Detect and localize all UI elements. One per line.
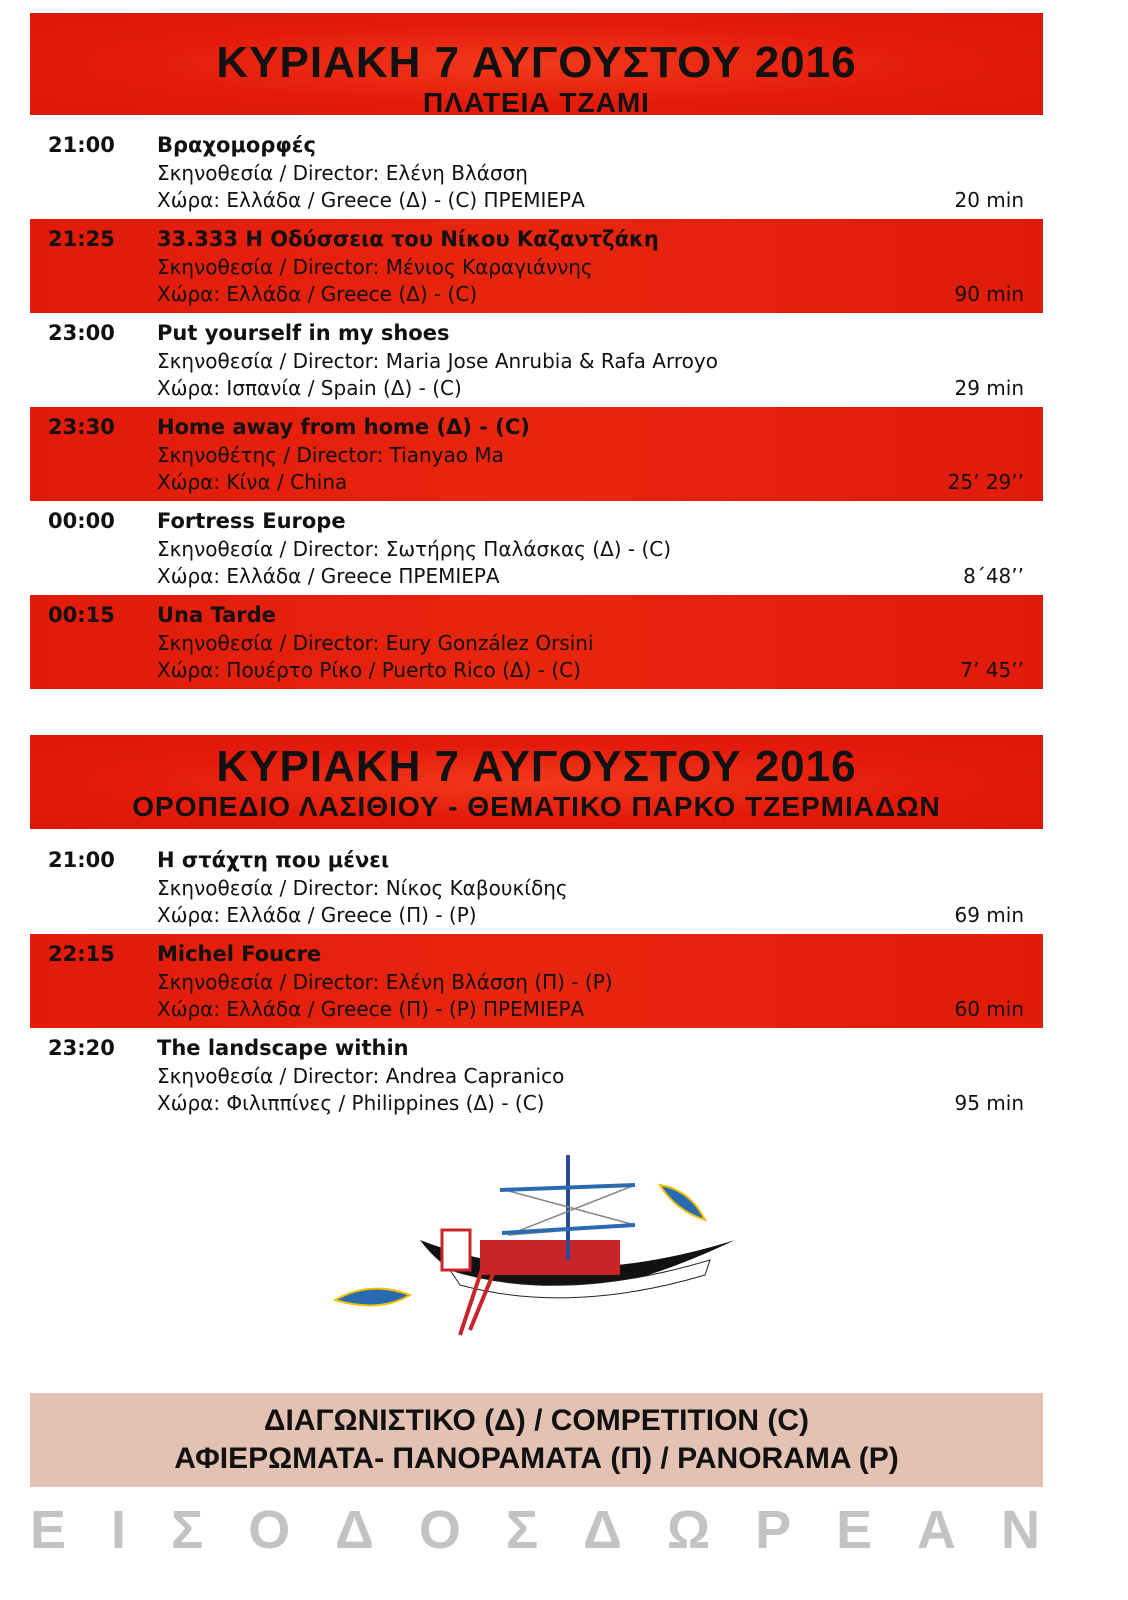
- legend-panorama: ΑΦΙΕΡΩΜΑΤΑ- ΠΑΝΟΡΑΜΑΤΑ (Π) / PANORAMA (P): [174, 1442, 899, 1475]
- screening-duration: 69 min: [954, 903, 1024, 927]
- screening-country: Χώρα: Κίνα / China: [157, 470, 348, 494]
- section2-date: ΚΥΡΙΑΚΗ 7 ΑΥΓΟΥΣΤΟΥ 2016: [216, 742, 857, 791]
- screening-director: Σκηνοθεσία / Director: Ελένη Βλάσση (Π) - (P): [157, 970, 613, 994]
- section1-header: [30, 13, 1043, 118]
- screening-title: Η στάχτη που μένει: [157, 848, 390, 872]
- free-entry-letter: Ε: [30, 1500, 67, 1560]
- screening-time: 23:20: [48, 1036, 115, 1060]
- screening-title: The landscape within: [157, 1036, 409, 1060]
- free-entry-letter: Δ: [583, 1500, 622, 1560]
- section1-venue: ΠΛΑΤΕΙΑ ΤΖΑΜΙ: [423, 87, 650, 118]
- screening-time: 00:15: [48, 603, 115, 627]
- screening-time: 21:25: [48, 227, 115, 251]
- screening-country: Χώρα: Ελλάδα / Greece (Π) - (P): [157, 903, 477, 927]
- screening-row: [30, 934, 1043, 1028]
- screening-director: Σκηνοθεσία / Director: Maria Jose Anrubia & Rafa Arroyo: [157, 349, 718, 373]
- free-entry-letter: Ε: [836, 1500, 873, 1560]
- screening-row: [30, 313, 1043, 407]
- section2-venue: ΟΡΟΠΕΔΙΟ ΛΑΣΙΘΙΟΥ - ΘΕΜΑΤΙΚΟ ΠΑΡΚΟ ΤΖΕΡΜΙΑΔΩΝ: [132, 791, 941, 822]
- free-entry-letter: Ρ: [755, 1500, 792, 1560]
- legend-competition: ΔΙΑΓΩΝΙΣΤΙΚΟ (Δ) / COMPETITION (C): [263, 1404, 810, 1437]
- screening-time: 23:30: [48, 415, 115, 439]
- screening-director: Σκηνοθεσία / Director: Μένιος Καραγιάννης: [157, 255, 593, 279]
- screening-title: Fortress Europe: [157, 509, 346, 533]
- screening-duration: 29 min: [954, 376, 1024, 400]
- minoan-ship-illustration: [330, 1145, 750, 1345]
- screening-duration: 7’ 45’’: [960, 658, 1024, 682]
- legend-box: [30, 1393, 1043, 1487]
- screening-title: Una Tarde: [157, 603, 276, 627]
- screening-country: Χώρα: Ελλάδα / Greece (Δ) - (C): [157, 282, 478, 306]
- screening-time: 21:00: [48, 133, 115, 157]
- free-entry-letter: Ο: [248, 1500, 291, 1560]
- free-entry-letter: Α: [917, 1500, 957, 1560]
- screening-duration: 90 min: [954, 282, 1024, 306]
- screening-title: Put yourself in my shoes: [157, 321, 450, 345]
- screening-country: Χώρα: Ελλάδα / Greece (Π) - (P) ΠΡΕΜΙΕΡΑ: [157, 997, 585, 1021]
- screening-country: Χώρα: Φιλιππίνες / Philippines (Δ) - (C): [157, 1091, 545, 1115]
- free-entry-letter: Ι: [110, 1500, 126, 1560]
- screening-director: Σκηνοθέτης / Director: Tianyao Ma: [157, 443, 504, 467]
- screening-title: Home away from home (Δ) - (C): [157, 415, 530, 439]
- screening-time: 22:15: [48, 942, 115, 966]
- free-entry-letter: Ω: [666, 1500, 711, 1560]
- screening-row: [30, 595, 1043, 689]
- screening-title: Michel Foucre: [157, 942, 322, 966]
- screening-director: Σκηνοθεσία / Director: Σωτήρης Παλάσκας (Δ) - (C): [157, 537, 672, 561]
- screening-duration: 8΄48’’: [963, 564, 1024, 588]
- screening-time: 00:00: [48, 509, 115, 533]
- free-entry-letter: Ο: [418, 1500, 461, 1560]
- screening-row: [30, 1028, 1043, 1122]
- screening-row: [30, 840, 1043, 934]
- free-entry-letter: Σ: [170, 1500, 204, 1560]
- screening-title: 33.333 Η Οδύσσεια του Νίκου Καζαντζάκη: [157, 227, 659, 251]
- free-entry-letter: Ν: [1000, 1500, 1040, 1560]
- screening-row: [30, 219, 1043, 313]
- free-entry-letter: Δ: [335, 1500, 374, 1560]
- screening-country: Χώρα: Πουέρτο Ρίκο / Puerto Rico (Δ) - (C): [157, 658, 581, 682]
- screening-row: [30, 407, 1043, 501]
- screening-duration: 95 min: [954, 1091, 1024, 1115]
- screening-duration: 25’ 29’’: [947, 470, 1024, 494]
- screening-director: Σκηνοθεσία / Director: Eury González Orsini: [157, 631, 594, 655]
- screening-country: Χώρα: Ελλάδα / Greece (Δ) - (C) ΠΡΕΜΙΕΡΑ: [157, 188, 585, 212]
- screening-duration: 20 min: [954, 188, 1024, 212]
- screening-director: Σκηνοθεσία / Director: Ελένη Βλάσση: [157, 161, 528, 185]
- screening-title: Βραχομορφές: [157, 133, 316, 157]
- free-entry-banner: [30, 1500, 1040, 1560]
- free-entry-letter: Σ: [505, 1500, 539, 1560]
- screening-row: [30, 125, 1043, 219]
- section1-date: ΚΥΡΙΑΚΗ 7 ΑΥΓΟΥΣΤΟΥ 2016: [216, 38, 857, 87]
- screening-director: Σκηνοθεσία / Director: Andrea Capranico: [157, 1064, 565, 1088]
- screening-director: Σκηνοθεσία / Director: Νίκος Καβουκίδης: [157, 876, 568, 900]
- screening-country: Χώρα: Ελλάδα / Greece ΠΡΕΜΙΕΡΑ: [157, 564, 500, 588]
- screening-row: [30, 501, 1043, 595]
- screening-country: Χώρα: Ισπανία / Spain (Δ) - (C): [157, 376, 462, 400]
- screening-time: 23:00: [48, 321, 115, 345]
- screening-duration: 60 min: [954, 997, 1024, 1021]
- section2-header: [30, 735, 1043, 829]
- screening-time: 21:00: [48, 848, 115, 872]
